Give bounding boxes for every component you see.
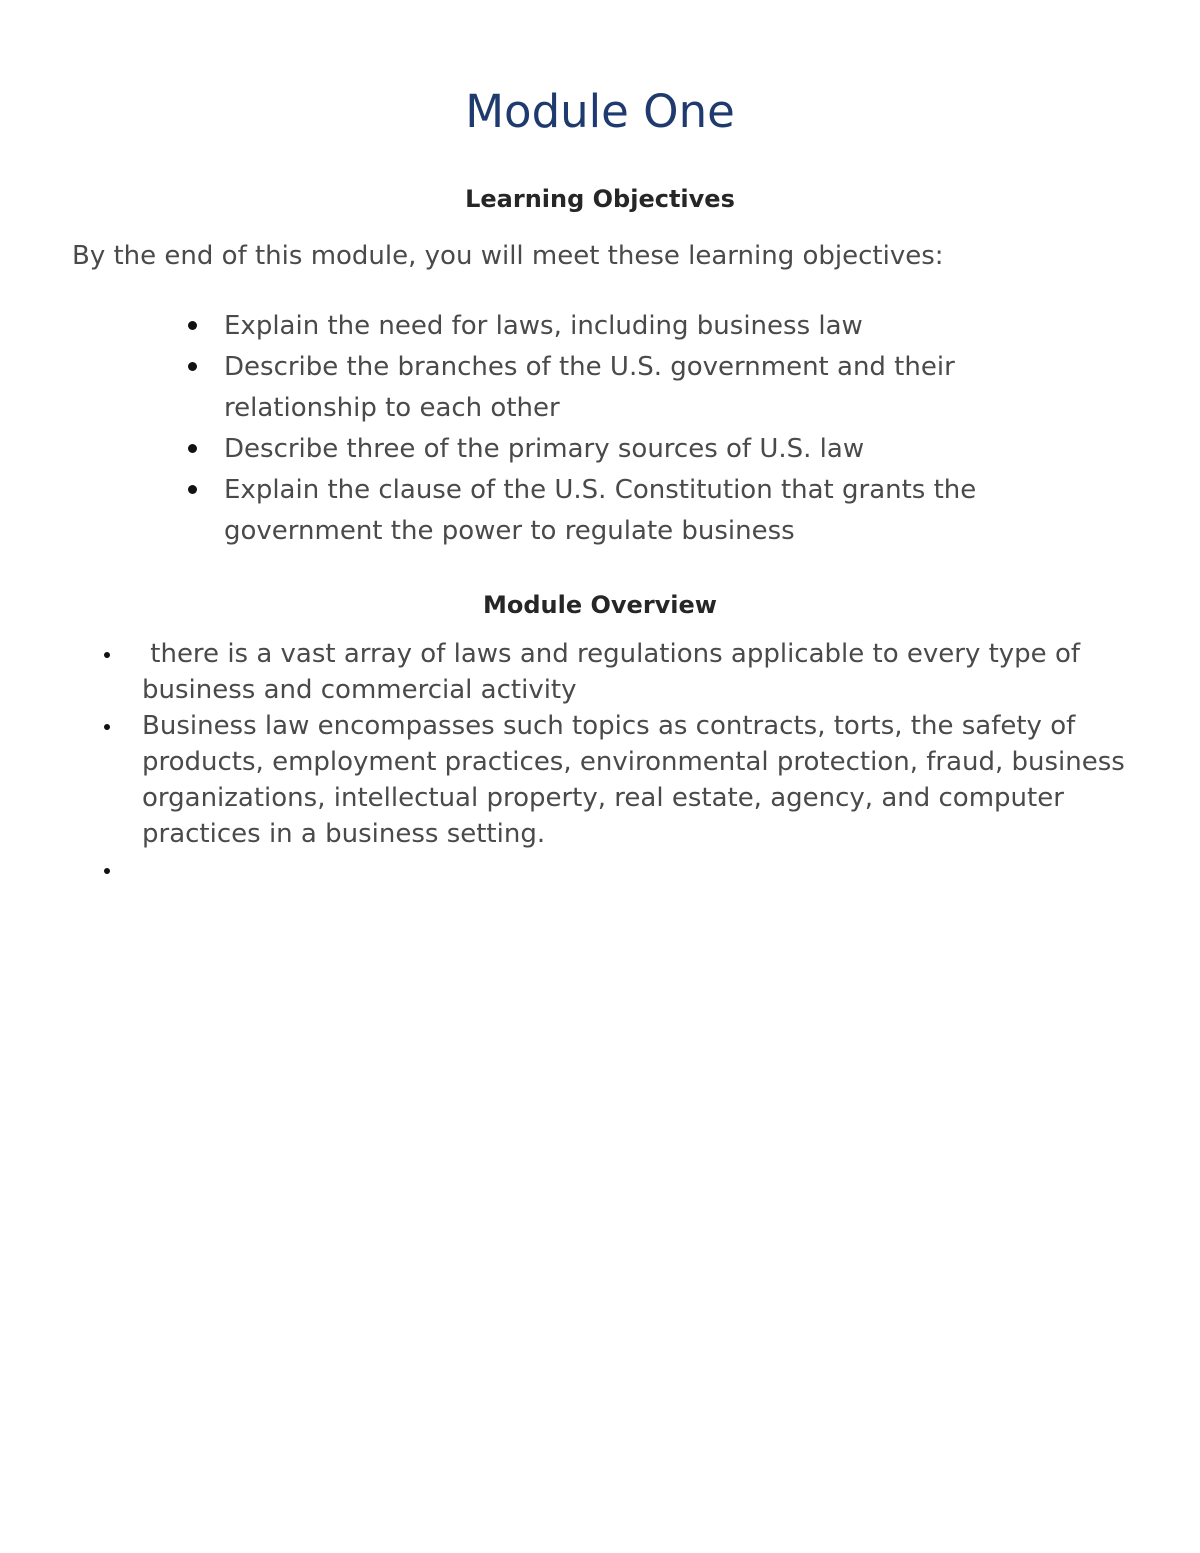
overview-item-empty [0, 852, 1132, 888]
objective-item [0, 470, 1064, 552]
overview-item [0, 636, 1132, 708]
bullet-icon [188, 321, 197, 330]
overview-text: there is a vast array of laws and regulations applicable to every type of business and commercial activity [142, 639, 1089, 705]
bullet-icon [104, 652, 110, 658]
overview-text: Business law encompasses such topics as contracts, torts, the safety of products, employment practices, environmental protection, fraud, business organizations, intellectual property, real estate, agency, and computer practices in a business setting. [142, 711, 1125, 849]
objective-text: Describe the branches of the U.S. government and their relationship to each other [224, 352, 955, 423]
objective-item [0, 429, 1064, 470]
bullet-icon [188, 485, 197, 494]
objective-text: Explain the clause of the U.S. Constitution that grants the government the power to regulate business [224, 475, 977, 546]
objective-item [0, 347, 1064, 429]
bullet-icon [104, 724, 110, 730]
bullet-icon [188, 362, 197, 371]
bullet-icon [188, 444, 197, 453]
module-title: Module One [465, 85, 735, 138]
learning-objectives-list [0, 306, 1200, 552]
overview-item [0, 708, 1132, 852]
objective-item [0, 306, 1064, 347]
learning-objectives-heading: Learning Objectives [465, 185, 735, 213]
objectives-intro: By the end of this module, you will meet these learning objectives: [72, 241, 944, 271]
objective-text: Explain the need for laws, including business law [224, 311, 863, 341]
module-overview-list [0, 636, 1200, 888]
module-overview-heading: Module Overview [483, 591, 717, 619]
bullet-icon [104, 868, 110, 874]
objective-text: Describe three of the primary sources of U.S. law [224, 434, 865, 464]
